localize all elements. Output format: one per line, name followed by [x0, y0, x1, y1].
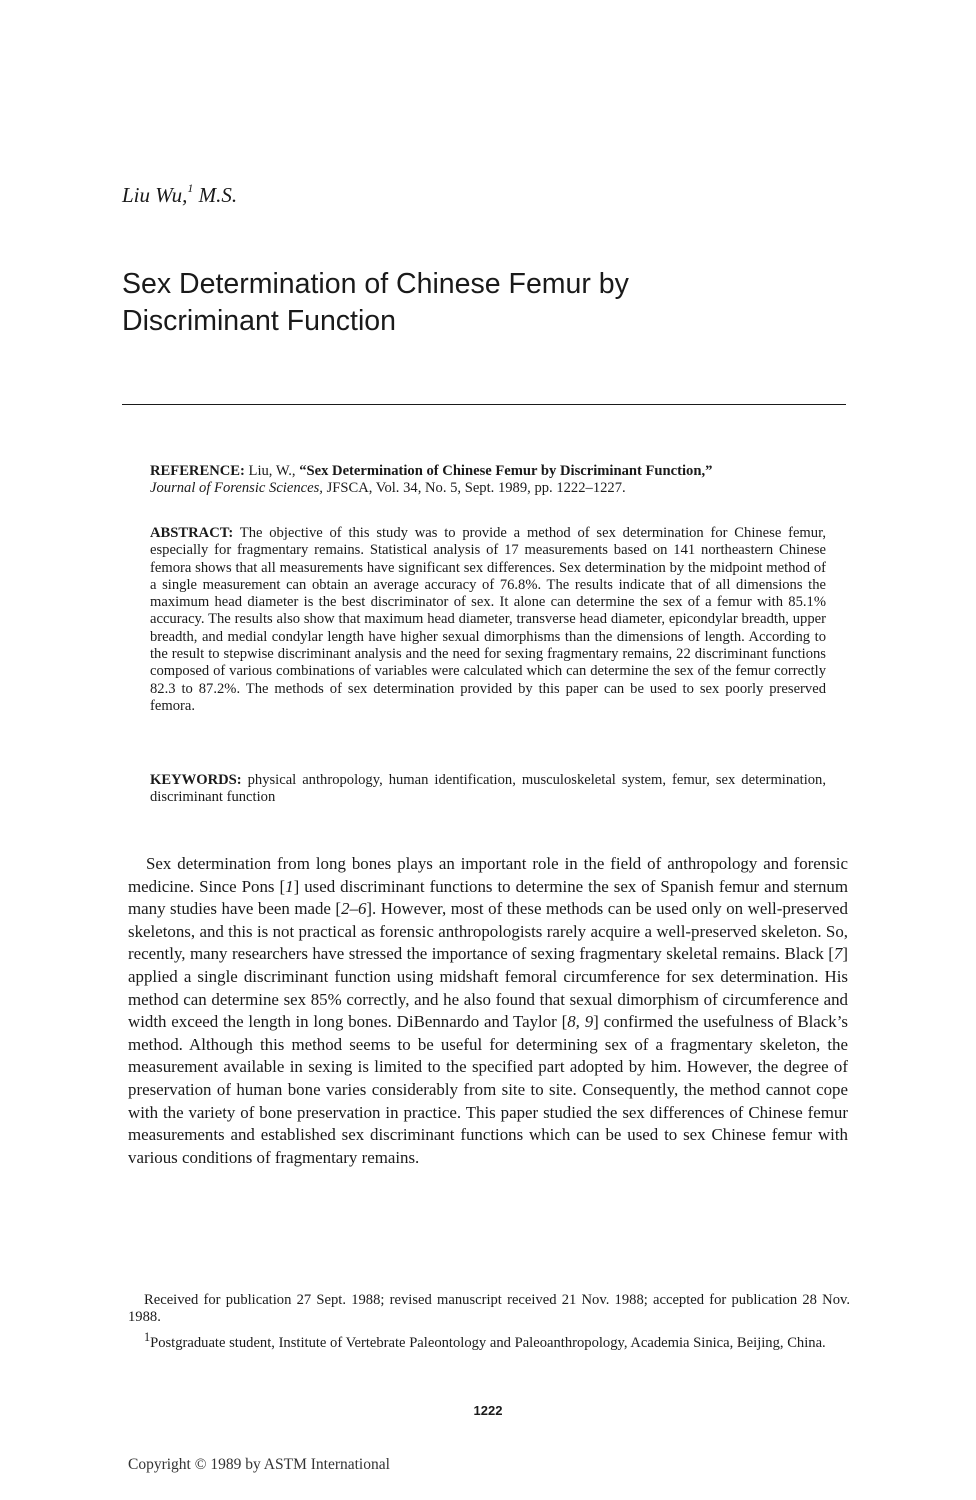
title-divider [122, 404, 846, 405]
abstract-block [150, 525, 826, 715]
reference-block [150, 463, 826, 498]
reference-authors: Liu, W., [244, 463, 300, 479]
affiliation-footnote-mark: 1 [144, 1329, 151, 1344]
paper-title: Sex Determination of Chinese Femur by Discriminant Function [122, 268, 629, 337]
citation-ref: 2–6 [341, 899, 367, 919]
footnotes [128, 1292, 850, 1352]
reference-label: REFERENCE: [150, 463, 245, 479]
abstract-label: ABSTRACT: [150, 525, 234, 541]
page-number: 1222 [473, 1403, 503, 1418]
keywords-label: KEYWORDS: [150, 772, 242, 788]
received-note: Received for publication 27 Sept. 1988; revised manuscript received 21 Nov. 1988; accepted for publication 28 Nov. 1988. [128, 1292, 850, 1326]
citation-ref: 7 [833, 944, 843, 964]
keywords-block [150, 772, 826, 807]
author-line [122, 183, 237, 208]
reference-journal: Journal of Forensic Sciences, [150, 480, 323, 497]
author-footnote-mark: 1 [187, 181, 194, 195]
reference-details: JFSCA, Vol. 34, No. 5, Sept. 1989, pp. 1222–1227. [322, 480, 626, 497]
body-text-segment: ] applied a single discriminant function using midshaft femoral circumference for sex determination. His method can determine sex 85% correctly, and he also found that sexual dimorphism of circumference and width exceed the length in long bones. DiBennardo and Taylor [ [128, 944, 848, 1032]
citation-ref: 1 [285, 876, 294, 896]
abstract-text: The objective of this study was to provide a method of sex determination for Chinese femur, especially for fragmentary remains. Statistical analysis of 17 measurements based on 141 northeastern Chinese femora shows that all measurements have significant sex differences. Sex determination by the midpoint method of a single measurement can obtain an average accuracy of 76.8%. The results indicate that of all dimensions the maximum head diameter is the best discriminator of sex. It alone can determine the sex of a femur with 85.1% accuracy. The results also show that maximum head diameter, transverse head diameter, epicondylar breadth, upper breadth, and medial condylar length have higher sexual dimorphisms than the dimensions of length. According to the result to stepwise discriminant analysis and the need for sexing fragmentary remains, 22 discriminant functions composed of various combinations of variables were calculated which can determine the sex of the femur correctly 82.3 to 87.2%. The methods of sex determination provided by this paper can be used to sex poorly preserved femora. [150, 525, 826, 714]
body-text-segment: ]. However, most of these methods can be used only on well-preserved skeletons, and this is not practical as forensic anthropologists rarely acquire a well-preserved skeleton. So, recently, many researchers have stressed the importance of sexing fragmentary skeletal remains. Black [ [128, 899, 848, 964]
reference-article-title: “Sex Determination of Chinese Femur by Discriminant Function,” [299, 463, 713, 479]
body-text-segment: Sex determination from long bones plays an important role in the field of anthropology and forensic medicine. Since Pons [ [128, 854, 848, 896]
copyright-notice: Copyright © 1989 by ASTM International [128, 1456, 390, 1473]
author-name: Liu Wu, [122, 183, 188, 207]
body-text-segment: ] used discriminant functions to determine the sex of Spanish femur and sternum many studies have been made [ [128, 876, 848, 919]
author-degree: M.S. [198, 183, 238, 207]
citation-ref: 8, 9 [567, 1012, 594, 1032]
body-text-segment: ] confirmed the usefulness of Black’s method. Although this method seems to be useful for determining sex of a fragmentary skeleton, the measurement available in sexing is limited to the specified part adopted by him. However, the degree of preservation of human bone varies considerably from site to site. Consequently, the method cannot cope with the variety of bone preservation in practice. This paper studied the sex differences of Chinese femur measurements and established sex discriminant functions which can be used to sex Chinese femur with various conditions of fragmentary remains. [128, 1012, 848, 1167]
intro-paragraph [128, 853, 848, 1169]
affiliation-text: Postgraduate student, Institute of Vertebrate Paleontology and Paleoanthropology, Academia Sinica, Beijing, China. [150, 1334, 826, 1351]
affiliation-note [128, 1329, 850, 1352]
keywords-text: physical anthropology, human identification, musculoskeletal system, femur, sex determination, discriminant function [150, 772, 826, 806]
